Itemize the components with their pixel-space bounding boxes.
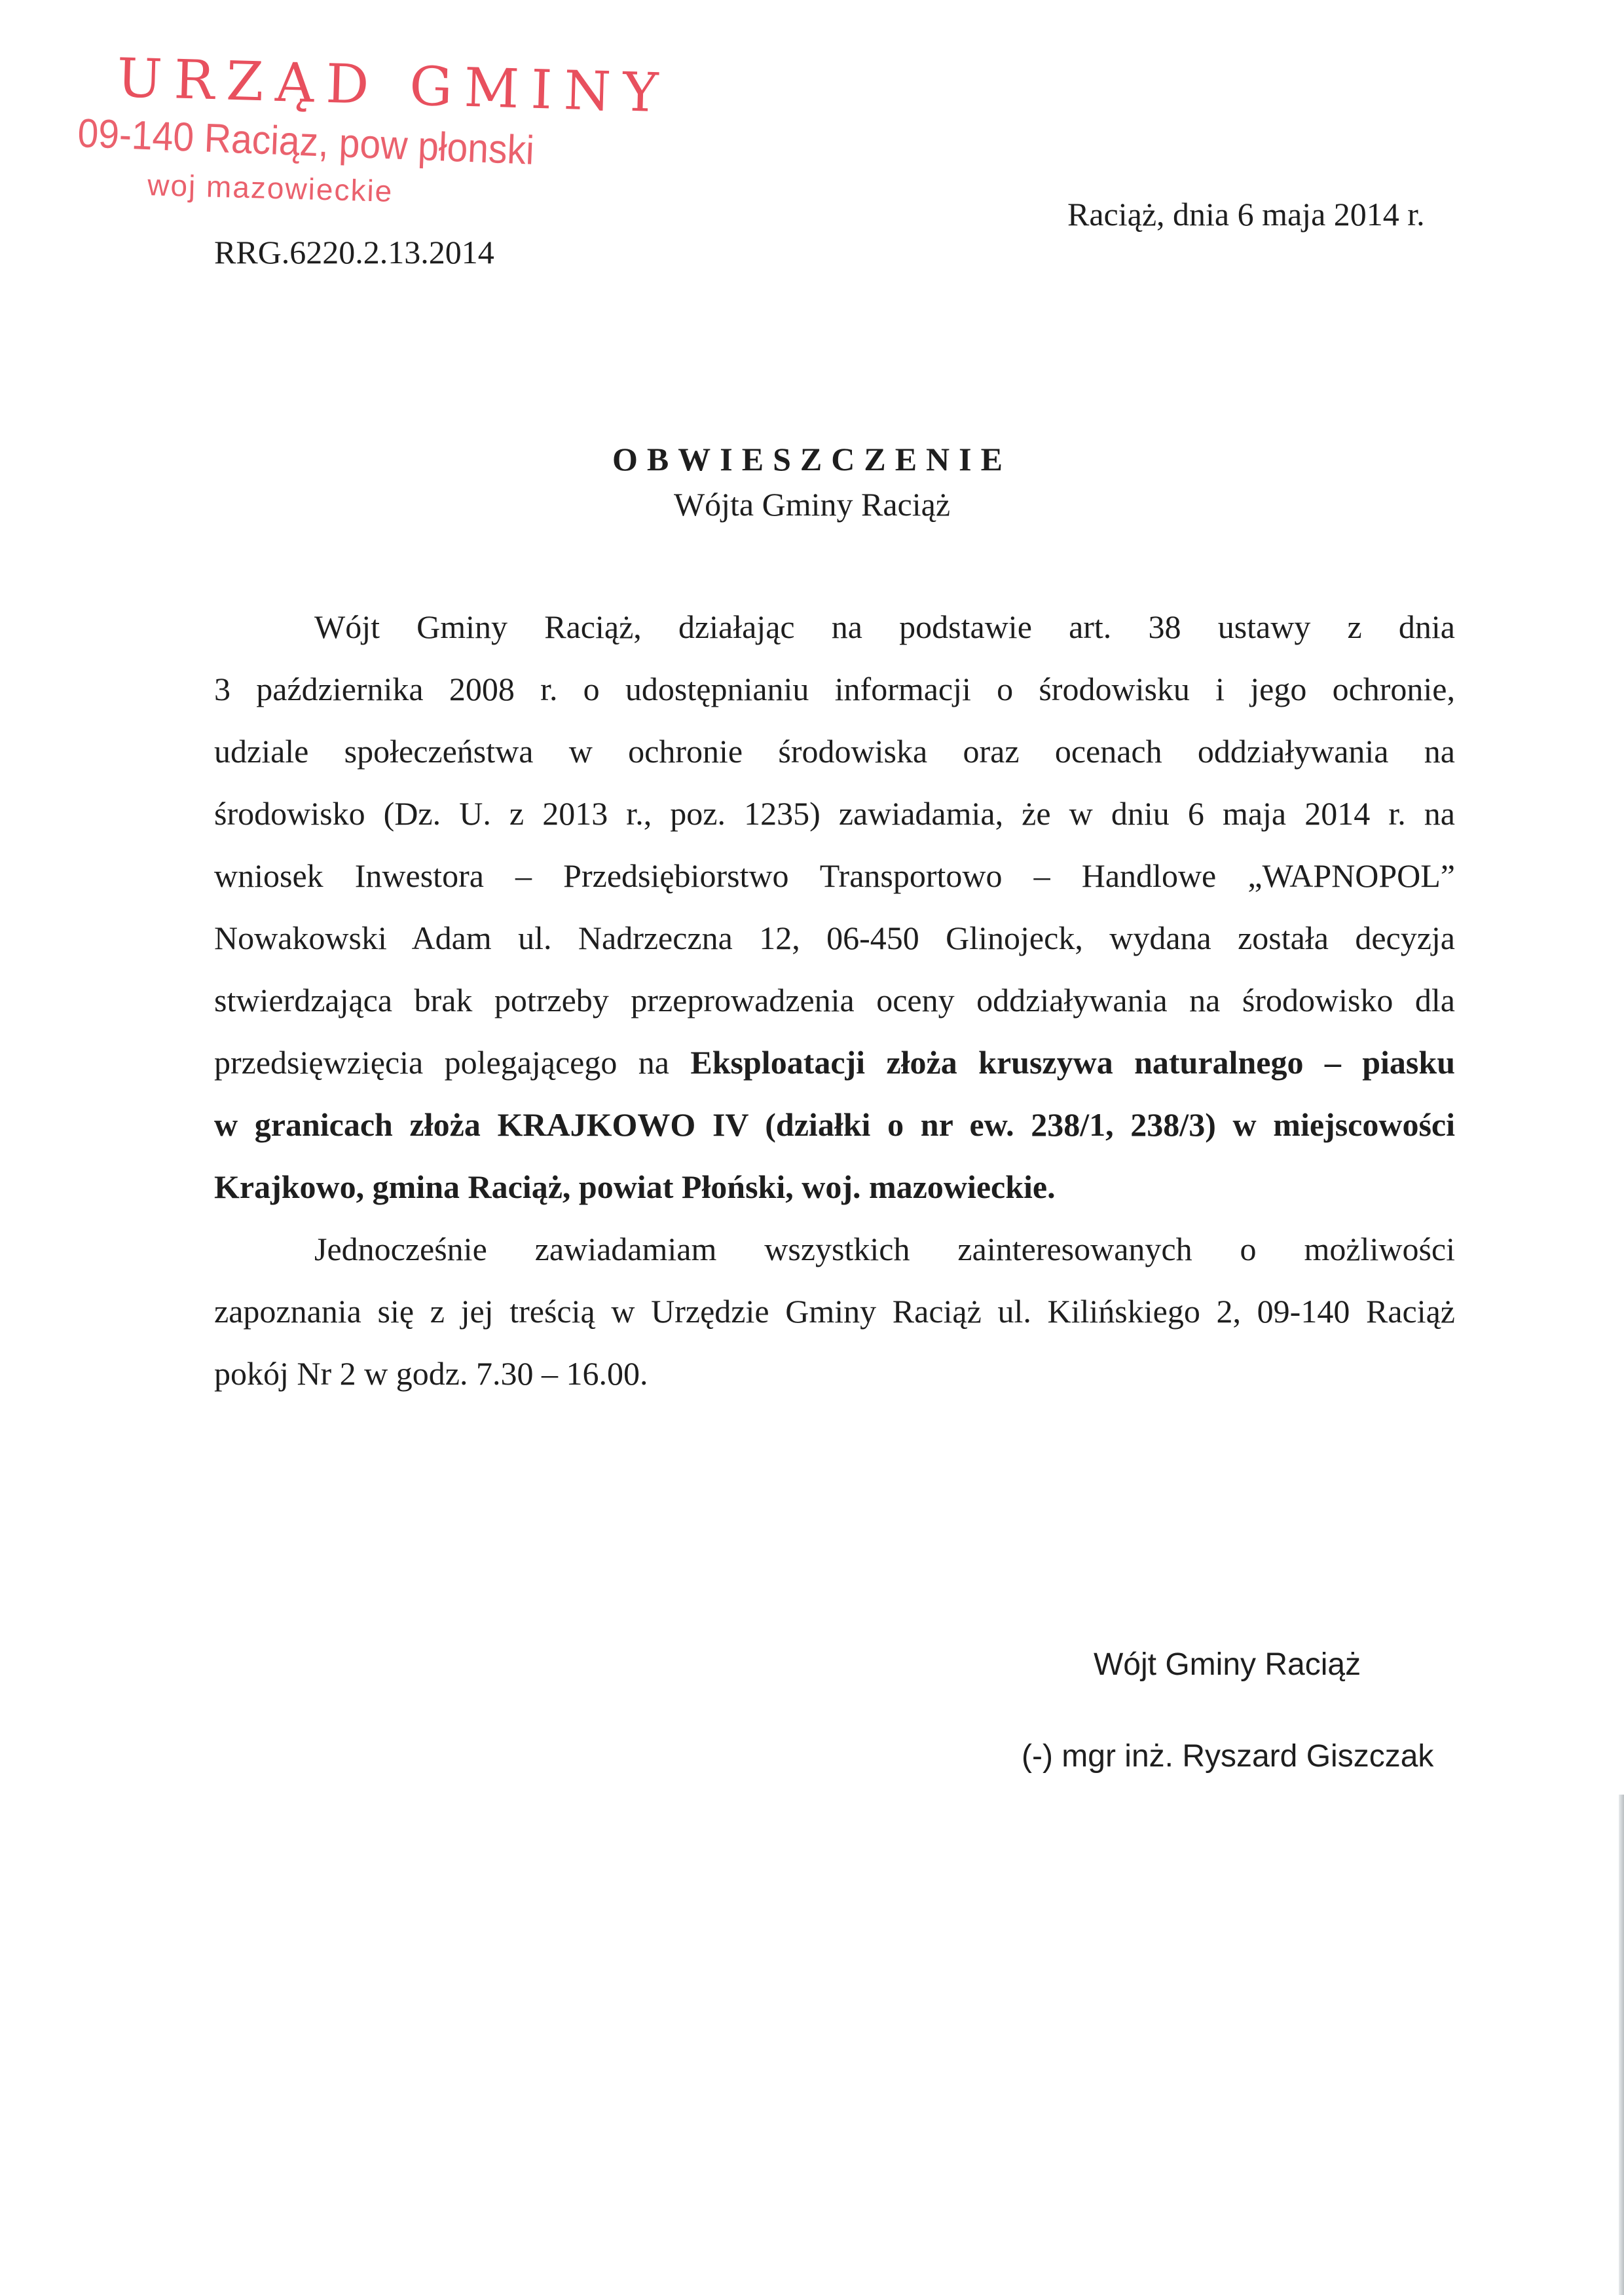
stamp-voivodeship: woj mazowieckie: [147, 167, 394, 208]
document-title: OBWIESZCZENIE: [612, 441, 1012, 477]
body-line: 3 października 2008 r. o udostępnianiu informacji o środowisku i jego ochronie,: [214, 671, 1455, 707]
signatory-title: Wójt Gminy Raciąż: [1094, 1647, 1361, 1682]
body-line: pokój Nr 2 w godz. 7.30 – 16.00.: [214, 1355, 648, 1392]
document-subtitle: Wójta Gminy Raciąż: [673, 486, 951, 523]
signatory-name: (-) mgr inż. Ryszard Giszczak: [1022, 1739, 1434, 1774]
body-line: Nowakowski Adam ul. Nadrzeczna 12, 06-450 Glinojeck, wydana została decyzja: [214, 920, 1455, 956]
reference-number: RRG.6220.2.13.2014: [214, 234, 494, 271]
scan-edge-shadow: [1619, 1795, 1624, 2295]
body-line: zapoznania się z jej treścią w Urzędzie Gminy Raciąż ul. Kilińskiego 2, 09-140 Raciąż: [214, 1293, 1455, 1330]
body-line: środowisko (Dz. U. z 2013 r., poz. 1235) zawiadamia, że w dniu 6 maja 2014 r. na: [214, 795, 1455, 832]
body-line: stwierdzająca brak potrzeby przeprowadzenia oceny oddziaływania na środowisko dla: [214, 982, 1455, 1018]
document-date: Raciąż, dnia 6 maja 2014 r.: [1067, 196, 1425, 233]
project-location-bold: Krajkowo, gmina Raciąż, powiat Płoński, woj. mazowieckie.: [214, 1168, 1056, 1205]
project-description-bold: w granicach złoża KRAJKOWO IV (działki o nr ew. 238/1, 238/3) w miejscowości: [214, 1106, 1455, 1143]
project-description-bold: Eksploatacji złoża kruszywa naturalnego – piasku: [690, 1044, 1456, 1081]
body-line: Wójt Gminy Raciąż, działając na podstawie art. 38 ustawy z dnia: [314, 608, 1455, 645]
body-text-regular: przedsięwzięcia polegającego na: [214, 1044, 669, 1081]
body-line: Jednocześnie zawiadamiam wszystkich zainteresowanych o możliwości: [314, 1231, 1455, 1267]
stamp-address: 09-140 Raciąz, pow płonski: [77, 110, 535, 174]
stamp-office-name: URZĄD GMINY: [116, 47, 671, 125]
body-line: wniosek Inwestora – Przedsiębiorstwo Transportowo – Handlowe „WAPNOPOL”: [214, 857, 1455, 894]
body-line-mixed: [214, 1046, 1455, 1085]
body-line: udziale społeczeństwa w ochronie środowiska oraz ocenach oddziaływania na: [214, 733, 1455, 770]
